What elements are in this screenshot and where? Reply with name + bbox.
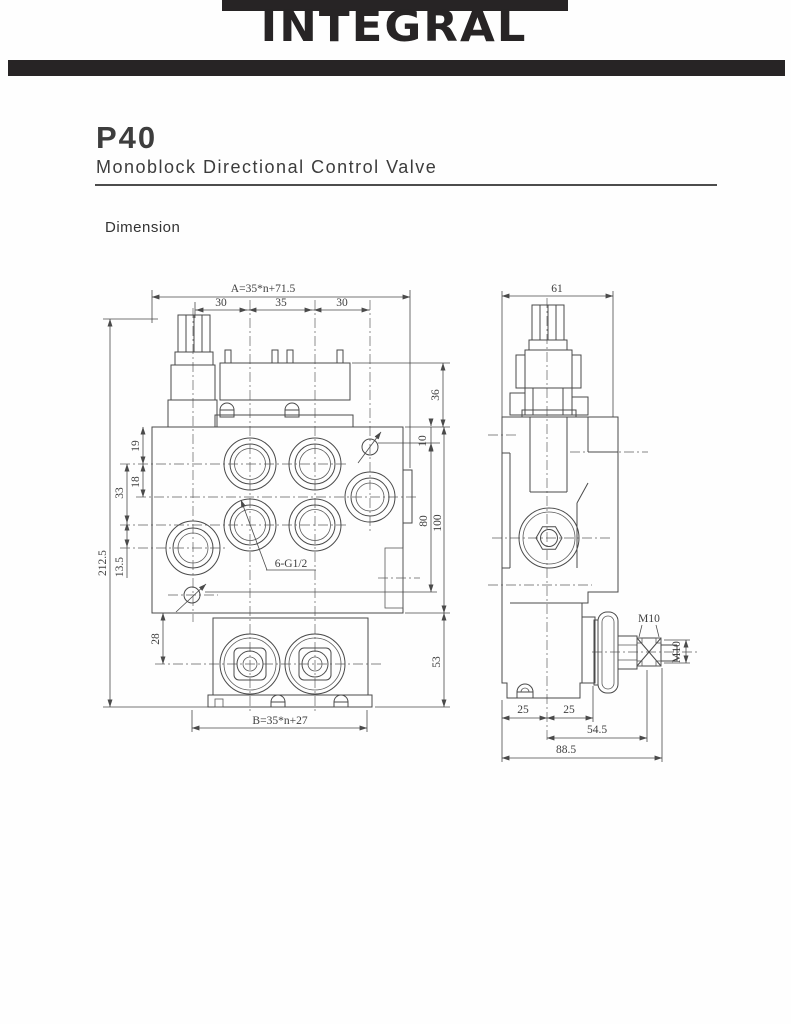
dim-label-25-left: 25 (517, 704, 529, 716)
dim-label-thread-top: M10 (638, 613, 660, 625)
page-subtitle: Monoblock Directional Control Valve (96, 157, 438, 177)
dim-label-53: 53 (431, 656, 443, 668)
dim-label-28: 28 (150, 633, 162, 645)
dim-label-total-height: 212.5 (97, 550, 109, 576)
dim-label-thread-side: M10 (671, 641, 683, 663)
dim-label-100: 100 (432, 514, 444, 532)
dim-label-88-5: 88.5 (555, 744, 577, 756)
section-label: Dimension (105, 219, 181, 236)
dim-label-80: 80 (418, 515, 430, 527)
dim-label-18: 18 (130, 476, 142, 488)
dim-label-spacing-center: 35 (275, 297, 287, 309)
dim-label-33: 33 (114, 487, 126, 499)
dim-label-19: 19 (130, 440, 142, 452)
dim-label-bottom-width: B=35*n+27 (252, 715, 308, 727)
port-callout-label: 6-G1/2 (274, 558, 308, 570)
side-view-drawing (488, 283, 700, 762)
dim-label-54-5: 54.5 (586, 724, 608, 736)
dim-label-13-5: 13.5 (114, 556, 126, 578)
dim-label-spacing-right: 30 (336, 297, 348, 309)
front-view-drawing (97, 283, 450, 732)
brand-logo: INTEGRAL (260, 1, 528, 52)
dim-label-61: 61 (551, 283, 563, 295)
dim-label-spacing-left: 30 (215, 297, 227, 309)
page-title: P40 (96, 120, 158, 155)
dim-label-25-right: 25 (563, 704, 575, 716)
dim-label-36: 36 (430, 389, 442, 401)
dim-label-overall-width: A=35*n+71.5 (230, 283, 296, 295)
dim-label-10: 10 (417, 435, 429, 447)
